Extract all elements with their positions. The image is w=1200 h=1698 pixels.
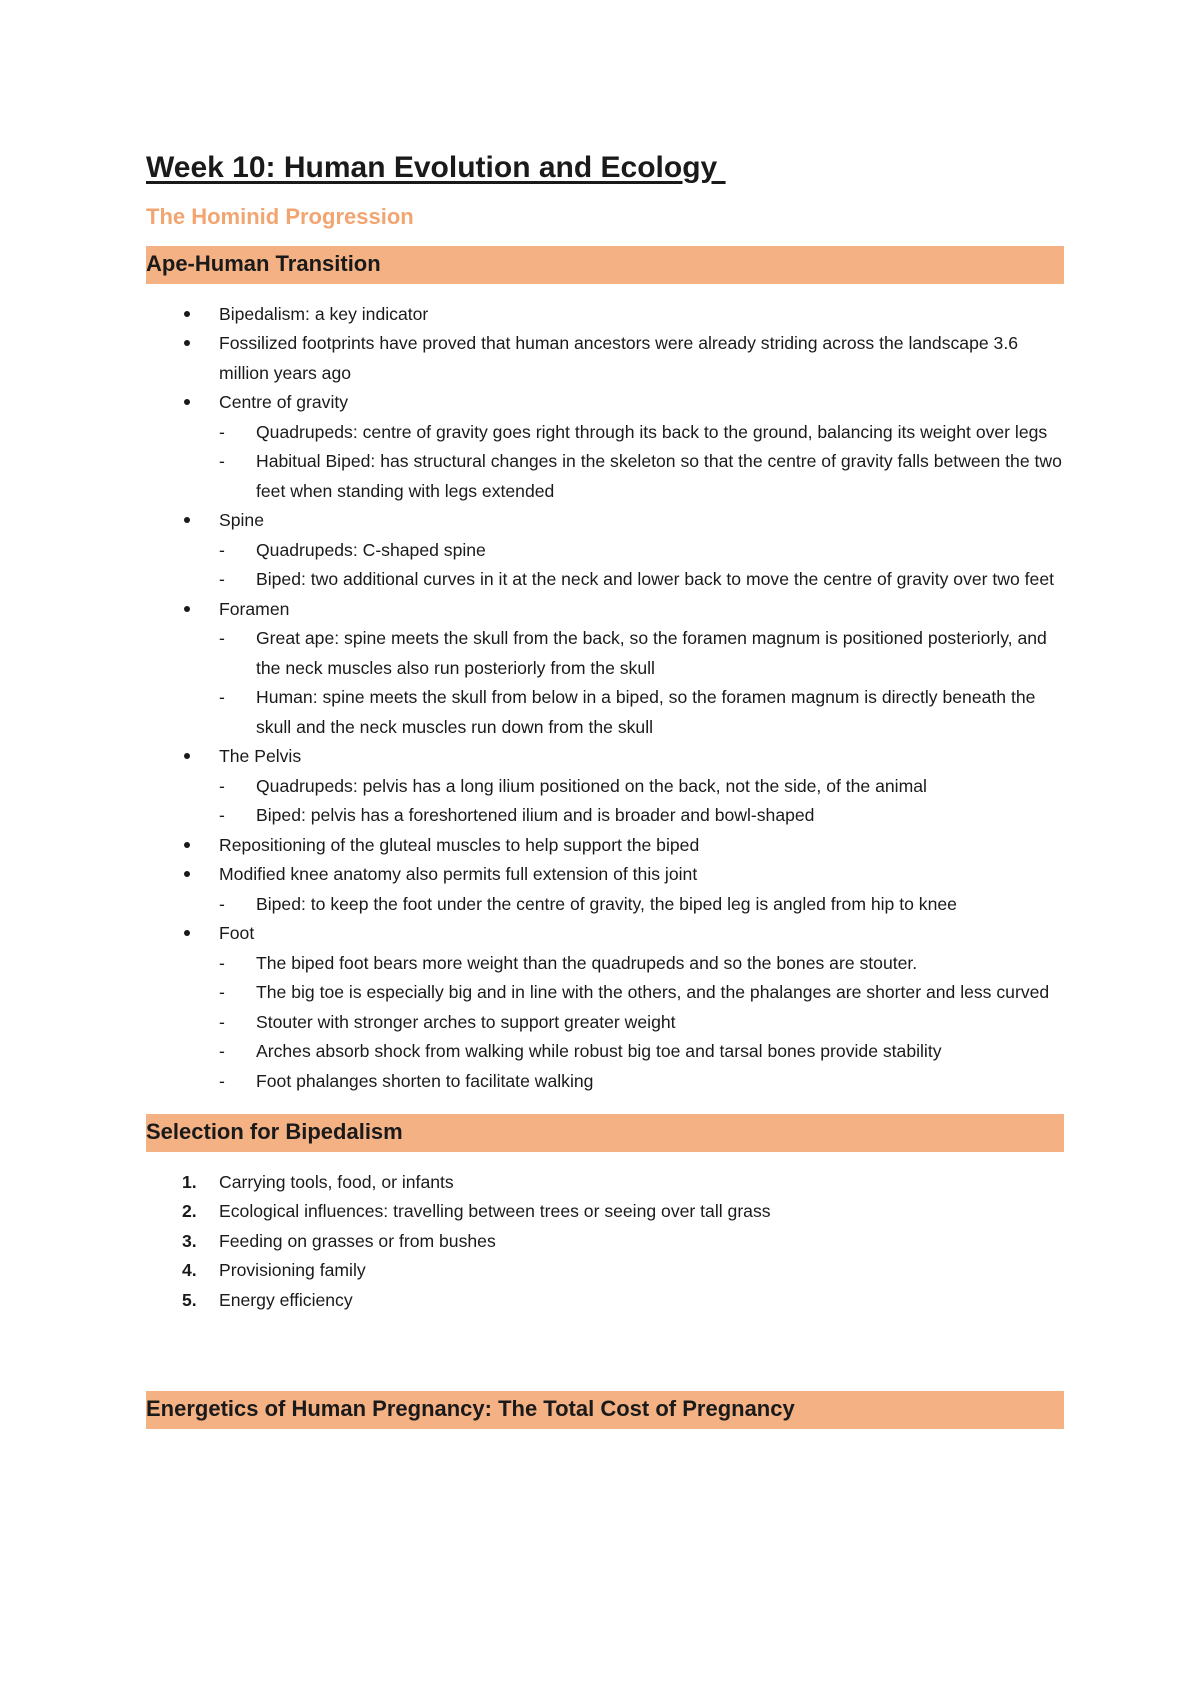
dash-icon: - — [219, 687, 225, 708]
sub-list-item — [219, 1037, 1064, 1067]
list-item-text: Spine — [219, 510, 264, 531]
sub-list-item-text: Habitual Biped: has structural changes in the skeleton so that the centre of gravity falls between the two feet when standing with legs extended — [256, 451, 1062, 501]
sub-list — [219, 949, 1064, 1097]
list-number: 1. — [182, 1171, 197, 1192]
document-page — [146, 150, 1064, 1447]
list-item-text: Ecological influences: travelling between trees or seeing over tall grass — [219, 1201, 771, 1222]
list-item-text: Provisioning family — [219, 1260, 366, 1281]
sub-list-item-text: Stouter with stronger arches to support greater weight — [256, 1011, 676, 1032]
section-ape-human-transition — [146, 246, 1064, 1096]
list-item — [146, 1168, 1064, 1198]
list-item-text: Carrying tools, food, or infants — [219, 1171, 454, 1192]
sub-list-item-text: Arches absorb shock from walking while robust big toe and tarsal bones provide stability — [256, 1041, 942, 1062]
sub-list-item-text: Great ape: spine meets the skull from the back, so the foramen magnum is positioned posteriorly, and the neck muscles also run posteriorly from the skull — [256, 628, 1047, 678]
section-heading: Selection for Bipedalism — [146, 1114, 1064, 1151]
list-item — [146, 388, 1064, 506]
list-item-text: Repositioning of the gluteal muscles to help support the biped — [219, 834, 700, 855]
document-subtitle: The Hominid Progression — [146, 204, 414, 229]
list-item — [146, 1227, 1064, 1257]
sub-list-item — [219, 890, 1064, 920]
list-item — [146, 1256, 1064, 1286]
dash-icon: - — [219, 569, 225, 590]
sub-list-item — [219, 624, 1064, 683]
sub-list-item — [219, 418, 1064, 448]
list-item — [146, 1197, 1064, 1227]
list-item — [146, 595, 1064, 743]
dash-icon: - — [219, 1011, 225, 1032]
section-selection-for-bipedalism — [146, 1114, 1064, 1315]
sub-list-item-text: Human: spine meets the skull from below in a biped, so the foramen magnum is directly beneath the skull and the neck muscles run down from the skull — [256, 687, 1036, 737]
bullet-icon — [184, 842, 190, 848]
dash-icon: - — [219, 775, 225, 796]
list-item — [146, 329, 1064, 388]
sub-list-item — [219, 949, 1064, 979]
list-item-text: Feeding on grasses or from bushes — [219, 1230, 496, 1251]
sub-list-item — [219, 978, 1064, 1008]
dash-icon: - — [219, 451, 225, 472]
list-number: 2. — [182, 1201, 197, 1222]
dash-icon: - — [219, 893, 225, 914]
list-item — [146, 860, 1064, 919]
sub-list-item-text: Quadrupeds: pelvis has a long ilium positioned on the back, not the side, of the animal — [256, 775, 927, 796]
section-energetics-of-pregnancy — [146, 1391, 1064, 1428]
list-item-text: Foramen — [219, 598, 290, 619]
bullet-icon — [184, 753, 190, 759]
dash-icon: - — [219, 1041, 225, 1062]
sub-list-item-text: Biped: to keep the foot under the centre of gravity, the biped leg is angled from hip to knee — [256, 893, 957, 914]
sub-list-item — [219, 1008, 1064, 1038]
sub-list — [219, 536, 1064, 595]
sub-list — [219, 890, 1064, 920]
sub-list — [219, 418, 1064, 507]
sub-list-item — [219, 447, 1064, 506]
sub-list — [219, 772, 1064, 831]
numbered-list — [146, 1168, 1064, 1316]
dash-icon: - — [219, 982, 225, 1003]
section-heading: Energetics of Human Pregnancy: The Total Cost of Pregnancy — [146, 1391, 1064, 1428]
bullet-icon — [184, 606, 190, 612]
list-item — [146, 1286, 1064, 1316]
list-item-text: The Pelvis — [219, 746, 302, 767]
bullet-icon — [184, 930, 190, 936]
list-number: 5. — [182, 1289, 197, 1310]
list-item — [146, 919, 1064, 1096]
list-item-text: Modified knee anatomy also permits full extension of this joint — [219, 864, 698, 885]
sub-list-item — [219, 772, 1064, 802]
sub-list-item-text: Biped: pelvis has a foreshortened ilium and is broader and bowl-shaped — [256, 805, 815, 826]
sub-list-item — [219, 536, 1064, 566]
dash-icon: - — [219, 952, 225, 973]
dash-icon: - — [219, 1070, 225, 1091]
bullet-icon — [184, 517, 190, 523]
list-number: 4. — [182, 1260, 197, 1281]
sub-list-item — [219, 683, 1064, 742]
section-heading: Ape-Human Transition — [146, 246, 1064, 283]
list-item — [146, 831, 1064, 861]
document-title: Week 10: Human Evolution and Ecology — [146, 151, 726, 184]
dash-icon: - — [219, 805, 225, 826]
list-item — [146, 506, 1064, 595]
list-item-text: Fossilized footprints have proved that human ancestors were already striding across the landscape 3.6 million years ago — [219, 333, 1018, 383]
sub-list-item-text: Biped: two additional curves in it at the neck and lower back to move the centre of gravity over two feet — [256, 569, 1055, 590]
bullet-list — [146, 300, 1064, 1097]
list-item-text: Centre of gravity — [219, 392, 349, 413]
list-item-text: Foot — [219, 923, 255, 944]
dash-icon: - — [219, 539, 225, 560]
sub-list-item — [219, 1067, 1064, 1097]
sub-list — [219, 624, 1064, 742]
sub-list-item — [219, 565, 1064, 595]
sub-list-item-text: The big toe is especially big and in line with the others, and the phalanges are shorter and less curved — [256, 982, 1050, 1003]
spacer — [146, 1333, 1064, 1391]
list-item — [146, 300, 1064, 330]
list-item — [146, 742, 1064, 831]
sub-list-item-text: Quadrupeds: centre of gravity goes right through its back to the ground, balancing its weight over legs — [256, 421, 1048, 442]
sub-list-item-text: The biped foot bears more weight than the quadrupeds and so the bones are stouter. — [256, 952, 918, 973]
list-item-text: Bipedalism: a key indicator — [219, 303, 429, 324]
sub-list-item-text: Foot phalanges shorten to facilitate walking — [256, 1070, 594, 1091]
dash-icon: - — [219, 628, 225, 649]
bullet-icon — [184, 340, 190, 346]
sub-list-item — [219, 801, 1064, 831]
list-number: 3. — [182, 1230, 197, 1251]
bullet-icon — [184, 311, 190, 317]
dash-icon: - — [219, 421, 225, 442]
bullet-icon — [184, 871, 190, 877]
sub-list-item-text: Quadrupeds: C-shaped spine — [256, 539, 486, 560]
list-item-text: Energy efficiency — [219, 1289, 353, 1310]
bullet-icon — [184, 399, 190, 405]
